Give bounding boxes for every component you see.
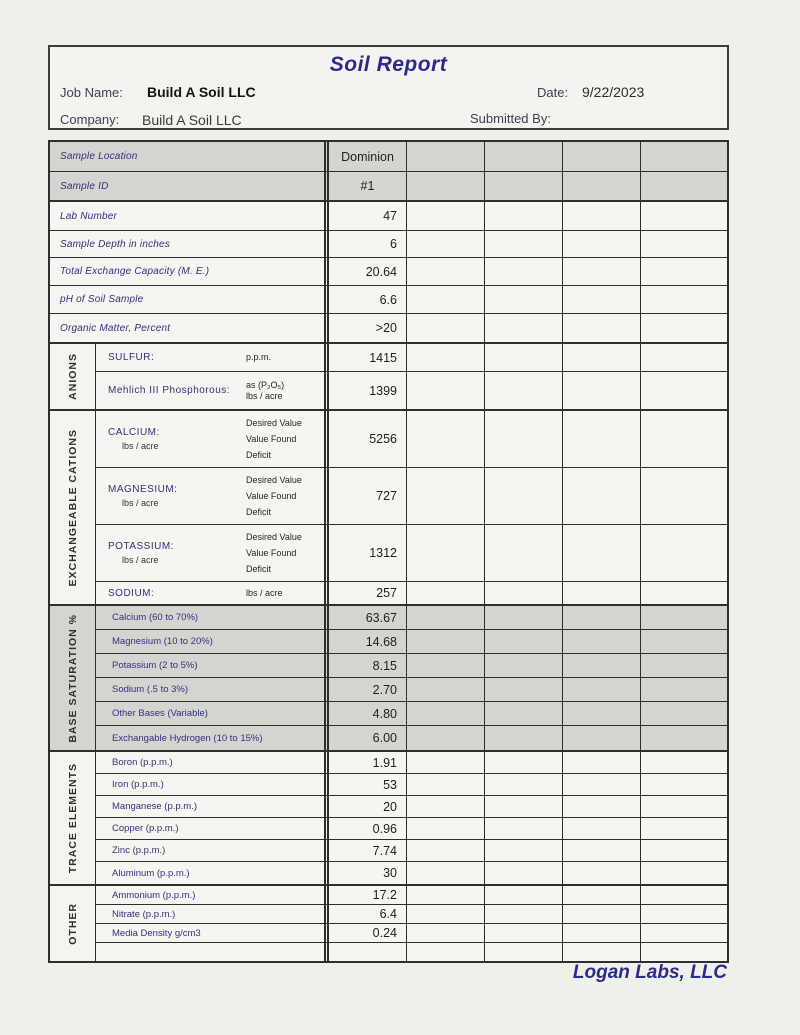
potassium-value: 1312 [369,546,397,560]
empty-cell [407,411,485,467]
table-row-total-exchange-capacity [50,258,727,286]
empty-cell [641,172,727,200]
value-cell [329,905,407,923]
row-label: POTASSIUM: [108,541,174,552]
unit-label: lbs / acre [122,498,159,508]
legend-desired-value: Desired Value [246,532,302,542]
section-title-other: OTHER [66,902,79,945]
empty-cell [407,924,485,942]
table-row-ph [50,286,727,314]
value-cell [329,468,407,524]
value-cell [329,582,407,604]
empty-cell [485,372,563,409]
phosphorous-value: 1399 [369,383,397,398]
copper-value: 0.96 [372,821,397,836]
empty-cell [407,796,485,817]
section-other [50,886,727,961]
empty-cell [485,142,563,171]
empty-cell [563,314,641,342]
row-label: Exchangable Hydrogen (10 to 15%) [112,732,263,744]
empty-cell [485,774,563,795]
empty-cell [641,314,727,342]
empty-cell [485,796,563,817]
exchangable-hydrogen-value: 6.00 [372,731,397,745]
empty-cell [407,702,485,725]
value-legend [246,529,320,577]
section-title-trace-elements: TRACE ELEMENTS [66,762,79,874]
row-label: Nitrate (p.p.m.) [112,908,176,920]
empty-cell [485,172,563,200]
empty-cell [485,411,563,467]
empty-cell [641,752,727,773]
empty-cell [641,468,727,524]
empty-cell [485,286,563,313]
table-row-nitrate [96,905,727,924]
sample-location-value: Dominion [341,149,394,164]
empty-cell [563,411,641,467]
value-cell [329,818,407,839]
row-label: Aluminum (p.p.m.) [112,867,190,879]
section-sample-info [50,142,727,344]
empty-cell [563,678,641,701]
empty-cell [485,862,563,884]
table-row-blank [96,943,727,961]
value-cell [329,344,407,371]
empty-cell [407,582,485,604]
empty-cell [641,818,727,839]
value-cell [329,774,407,795]
section-base-saturation [50,606,727,752]
submitted-by-label: Submitted By: [470,111,551,126]
table-row-sodium-pct [96,678,727,702]
empty-cell [563,468,641,524]
empty-cell [485,231,563,257]
value-cell [329,630,407,653]
empty-cell [485,726,563,750]
empty-cell [563,905,641,923]
table-row-ammonium [96,886,727,905]
sample-depth-value: 6 [390,237,397,251]
table-row-potassium [96,525,727,582]
report-title: Soil Report [329,53,448,76]
row-label: Ammonium (p.p.m.) [112,889,196,901]
value-cell [329,411,407,467]
empty-cell [641,582,727,604]
row-label: Sodium (.5 to 3%) [112,684,189,695]
manganese-value: 20 [383,799,397,814]
unit-line-1: as (P₂O₅) [246,379,285,390]
value-cell [329,886,407,904]
empty-cell [407,654,485,677]
row-label: Other Bases (Variable) [112,708,208,719]
magnesium-pct-value: 14.68 [365,634,397,649]
table-row-media-density [96,924,727,943]
row-label: Sample Location [60,151,138,162]
unit-label: lbs / acre [122,555,159,565]
empty-cell [563,525,641,581]
table-row-magnesium-pct [96,630,727,654]
empty-cell [563,796,641,817]
empty-cell [641,905,727,923]
value-cell [329,202,407,230]
row-label: Magnesium (10 to 20%) [112,636,213,647]
empty-cell [407,258,485,285]
value-legend [246,472,320,520]
row-label: Zinc (p.p.m.) [112,845,166,856]
media-density-value: 0.24 [372,926,397,940]
empty-cell [563,202,641,230]
empty-cell [563,924,641,942]
value-cell [329,796,407,817]
unit-label [246,380,320,402]
value-cell [329,231,407,257]
table-row-sulfur [96,344,727,372]
empty-cell [485,943,563,961]
empty-cell [407,886,485,904]
job-name-value: Build A Soil LLC [147,84,256,100]
empty-cell [407,142,485,171]
empty-cell [407,726,485,750]
row-label: Sample ID [60,180,109,192]
value-cell [329,654,407,677]
empty-cell [407,172,485,200]
nitrate-value: 6.4 [379,907,397,921]
sample-id-value: #1 [360,179,375,193]
empty-cell [563,702,641,725]
section-title-base-saturation: BASE SATURATION % [66,613,79,743]
empty-cell [641,202,727,230]
section-exchangeable-cations [50,411,727,606]
empty-cell [407,862,485,884]
empty-cell [485,886,563,904]
section-anions [50,344,727,411]
empty-cell [641,344,727,371]
empty-cell [641,231,727,257]
row-label: Potassium (2 to 5%) [112,660,198,671]
potassium-pct-value: 8.15 [372,658,397,673]
empty-cell [641,726,727,750]
empty-cell [407,678,485,701]
empty-cell [641,630,727,653]
value-cell [329,172,407,200]
empty-cell [485,818,563,839]
empty-cell [563,840,641,861]
row-label: Mehlich III Phosphorous: [108,385,231,396]
empty-cell [407,314,485,342]
row-label: Copper (p.p.m.) [112,823,179,834]
legend-desired-value: Desired Value [246,475,302,485]
empty-cell [407,344,485,371]
value-cell [329,314,407,342]
empty-cell [641,411,727,467]
empty-cell [641,924,727,942]
empty-cell [407,840,485,861]
empty-cell [407,372,485,409]
value-cell [329,372,407,409]
empty-cell [485,654,563,677]
legend-value-found: Value Found [246,434,297,444]
empty-cell [641,774,727,795]
boron-value: 1.91 [372,755,397,770]
tec-value: 20.64 [365,264,397,279]
value-cell [329,606,407,629]
empty-cell [485,525,563,581]
empty-cell [563,752,641,773]
company-label: Company: [60,112,120,127]
empty-cell [641,886,727,904]
table-row-lab-number [50,202,727,231]
empty-cell [485,752,563,773]
value-cell [329,752,407,773]
table-row-copper [96,818,727,840]
empty-cell [407,774,485,795]
table-row-zinc [96,840,727,862]
sulfur-value: 1415 [369,350,397,365]
value-cell [329,525,407,581]
legend-deficit: Deficit [246,450,272,460]
empty-cell [485,678,563,701]
value-cell [329,840,407,861]
empty-cell [485,924,563,942]
legend-value-found: Value Found [246,491,297,501]
table-row-calcium-pct [96,606,727,630]
iron-value: 53 [383,777,397,792]
empty-cell [641,796,727,817]
sodium-value: 257 [376,586,397,600]
job-name-label: Job Name: [60,85,123,100]
row-label: SULFUR: [108,352,155,363]
empty-cell [641,943,727,961]
unit-label: lbs / acre [122,441,159,451]
report-header [48,45,729,130]
empty-cell [563,630,641,653]
soil-data-table [48,140,729,963]
table-row-sample-depth [50,231,727,258]
empty-cell [641,654,727,677]
unit-label: lbs / acre [246,587,283,598]
empty-cell [641,286,727,313]
row-label: Calcium (60 to 70%) [112,612,199,623]
table-row-sample-id [50,172,727,202]
empty-cell [563,606,641,629]
empty-cell [485,702,563,725]
calcium-pct-value: 63.67 [365,610,397,625]
empty-cell [563,943,641,961]
ph-value: 6.6 [379,292,397,307]
aluminum-value: 30 [383,866,397,880]
empty-cell [563,142,641,171]
table-row-calcium [96,411,727,468]
table-row-other-bases [96,702,727,726]
empty-cell [563,654,641,677]
organic-matter-value: >20 [375,321,397,335]
empty-cell [485,258,563,285]
table-row-potassium-pct [96,654,727,678]
unit-label: p.p.m. [246,352,272,362]
empty-cell [485,606,563,629]
empty-cell [407,231,485,257]
empty-cell [641,678,727,701]
section-title-anions: ANIONS [66,353,79,400]
value-cell [329,142,407,171]
row-label: Lab Number [60,210,118,222]
value-cell [329,862,407,884]
value-cell [329,286,407,313]
empty-cell [407,468,485,524]
empty-cell [407,905,485,923]
table-row-magnesium [96,468,727,525]
empty-cell [563,818,641,839]
table-row-phosphorous [96,372,727,409]
value-cell [329,258,407,285]
unit-line-2: lbs / acre [246,390,283,401]
table-row-iron [96,774,727,796]
empty-cell [407,202,485,230]
lab-name: Logan Labs, LLC [572,962,727,983]
other-bases-value: 4.80 [372,706,397,721]
empty-cell [329,943,407,961]
legend-desired-value: Desired Value [246,418,302,428]
empty-cell [485,630,563,653]
magnesium-value: 727 [376,489,397,503]
row-label: Organic Matter, Percent [60,322,171,334]
empty-cell [485,840,563,861]
empty-cell [641,142,727,171]
empty-cell [407,818,485,839]
zinc-value: 7.74 [372,843,397,858]
row-label: Sample Depth in inches [60,238,171,250]
empty-cell [485,468,563,524]
empty-cell [563,344,641,371]
row-label: SODIUM: [108,587,155,599]
row-label: Total Exchange Capacity (M. E.) [60,266,210,277]
empty-cell [407,943,485,961]
empty-cell [563,726,641,750]
empty-cell [563,286,641,313]
row-label: Manganese (p.p.m.) [112,801,198,812]
empty-cell [641,372,727,409]
row-label: Iron (p.p.m.) [112,779,164,790]
date-label: Date: [537,85,569,100]
lab-number-value: 47 [383,209,397,223]
empty-cell [407,286,485,313]
empty-cell [563,372,641,409]
empty-cell [485,314,563,342]
row-label: pH of Soil Sample [60,294,144,305]
empty-cell [485,202,563,230]
value-legend [246,415,320,463]
row-label: Boron (p.p.m.) [112,757,173,768]
empty-cell [563,774,641,795]
empty-cell [563,862,641,884]
ammonium-value: 17.2 [372,888,397,902]
row-label: Media Density g/cm3 [112,927,201,939]
value-cell [329,702,407,725]
empty-cell [641,840,727,861]
empty-cell [407,630,485,653]
empty-cell [563,172,641,200]
empty-cell [641,862,727,884]
table-row-aluminum [96,862,727,884]
empty-cell [563,886,641,904]
table-row-exchangable-hydrogen [96,726,727,750]
table-row-sample-location [50,142,727,172]
empty-cell [407,525,485,581]
table-row-manganese [96,796,727,818]
empty-cell [485,905,563,923]
section-title-cations: EXCHANGEABLE CATIONS [66,428,79,587]
row-label: CALCIUM: [108,427,160,438]
empty-cell [485,344,563,371]
sodium-pct-value: 2.70 [372,682,397,697]
section-trace-elements [50,752,727,886]
date-value: 9/22/2023 [582,84,645,100]
company-value: Build A Soil LLC [142,112,242,128]
empty-cell [563,231,641,257]
table-row-organic-matter [50,314,727,342]
empty-cell [641,606,727,629]
table-row-sodium [96,582,727,604]
empty-cell [641,258,727,285]
value-cell [329,678,407,701]
legend-value-found: Value Found [246,548,297,558]
legend-deficit: Deficit [246,564,272,574]
calcium-value: 5256 [369,432,397,446]
empty-cell [641,525,727,581]
value-cell [329,924,407,942]
table-row-boron [96,752,727,774]
empty-cell [641,702,727,725]
value-cell [329,726,407,750]
legend-deficit: Deficit [246,507,272,517]
empty-cell [407,752,485,773]
row-label: MAGNESIUM: [108,484,178,495]
empty-cell [563,258,641,285]
empty-cell [485,582,563,604]
empty-cell [563,582,641,604]
empty-cell [407,606,485,629]
